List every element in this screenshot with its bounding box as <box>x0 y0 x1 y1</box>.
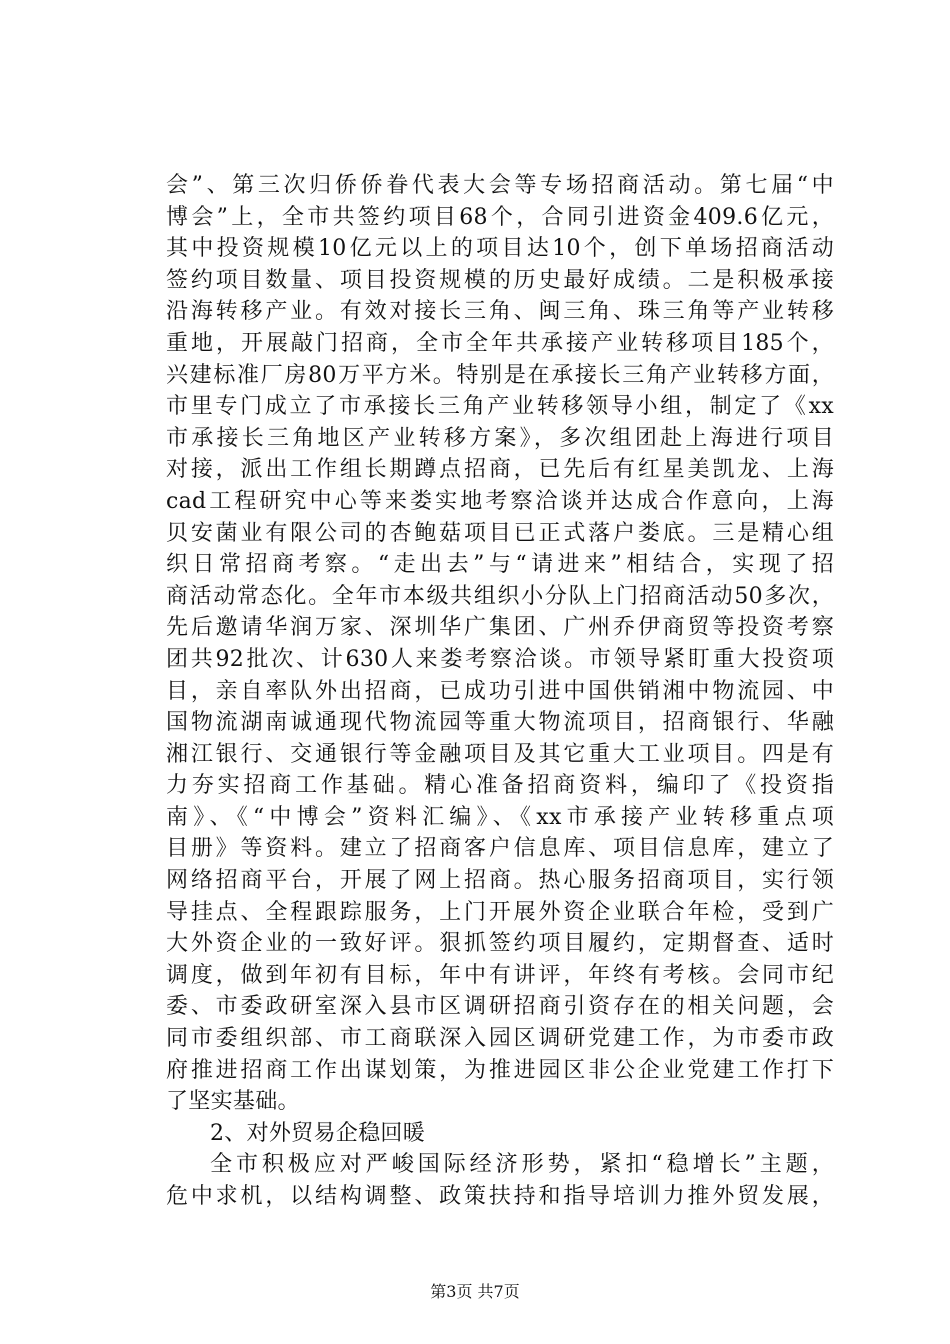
text-line: 湘江银行、交通银行等金融项目及其它重大工业项目。四是有 <box>166 741 834 767</box>
text-line: 调度，做到年初有目标，年中有讲评，年终有考核。会同市纪 <box>166 962 834 988</box>
text-line: 市承接长三角地区产业转移方案》，多次组团赴上海进行项目 <box>166 425 834 451</box>
text-line: 委、市委政研室深入县市区调研招商引资存在的相关问题，会 <box>166 994 834 1020</box>
paragraph-investment-promotion <box>166 170 834 1118</box>
text-line: 国物流湖南诚通现代物流园等重大物流项目，招商银行、华融 <box>166 710 834 736</box>
text-line: 危中求机，以结构调整、政策扶持和指导培训力推外贸发展， <box>166 1184 834 1209</box>
text-line: 博会”上，全市共签约项目68个，合同引进资金409.6亿元， <box>166 204 834 230</box>
text-line: 全市积极应对严峻国际经济形势，紧扣“稳增长”主题， <box>210 1152 834 1178</box>
text-line: 重地，开展敲门招商，全市全年共承接产业转移项目185个， <box>166 330 834 356</box>
text-line: 府推进招商工作出谋划策，为推进园区非公企业党建工作打下 <box>166 1057 834 1083</box>
document-body <box>166 170 834 1213</box>
text-line: cad工程研究中心等来娄实地考察洽谈并达成合作意向，上海 <box>166 488 834 514</box>
text-line: 网络招商平台，开展了网上招商。热心服务招商项目，实行领 <box>166 868 834 894</box>
text-line: 签约项目数量、项目投资规模的历史最好成绩。二是积极承接 <box>166 267 834 293</box>
text-line: 南》、《“中博会”资料汇编》、《xx市承接产业转移重点项 <box>166 804 834 830</box>
section-heading-foreign-trade: 2、对外贸易企稳回暖 <box>210 1120 425 1146</box>
text-line: 团共92批次、计630人来娄考察洽谈。市领导紧盯重大投资项 <box>166 646 834 672</box>
paragraph-foreign-trade <box>166 1149 834 1212</box>
text-line: 会”、第三次归侨侨眷代表大会等专场招商活动。第七届“中 <box>166 173 834 198</box>
text-line: 力夯实招商工作基础。精心准备招商资料，编印了《投资指 <box>166 773 834 799</box>
text-line: 兴建标准厂房80万平方米。特别是在承接长三角产业转移方面， <box>166 362 834 388</box>
text-line: 导挂点、全程跟踪服务，上门开展外资企业联合年检，受到广 <box>166 899 834 925</box>
text-line: 贝安菌业有限公司的杏鲍菇项目已正式落户娄底。三是精心组 <box>166 520 834 546</box>
text-line: 沿海转移产业。有效对接长三角、闽三角、珠三角等产业转移 <box>166 299 834 325</box>
text-line: 市里专门成立了市承接长三角产业转移领导小组，制定了《xx <box>166 394 834 420</box>
text-line: 织日常招商考察。“走出去”与“请进来”相结合，实现了招 <box>166 552 834 578</box>
page-footer: 第3页 共7页 <box>430 1282 520 1301</box>
text-line: 目册》等资料。建立了招商客户信息库、项目信息库，建立了 <box>166 836 834 862</box>
text-line: 目，亲自率队外出招商，已成功引进中国供销湘中物流园、中 <box>166 678 834 704</box>
text-line: 商活动常态化。全年市本级共组织小分队上门招商活动50多次， <box>166 583 834 609</box>
text-line: 同市委组织部、市工商联深入园区调研党建工作，为市委市政 <box>166 1026 834 1052</box>
text-line: 先后邀请华润万家、深圳华广集团、广州乔伊商贸等投资考察 <box>166 615 834 641</box>
text-line: 对接，派出工作组长期蹲点招商，已先后有红星美凯龙、上海 <box>166 457 834 483</box>
text-line: 大外资企业的一致好评。狠抓签约项目履约，定期督查、适时 <box>166 931 834 957</box>
text-line: 了坚实基础。 <box>166 1089 300 1115</box>
text-line: 其中投资规模10亿元以上的项目达10个，创下单场招商活动 <box>166 236 834 262</box>
